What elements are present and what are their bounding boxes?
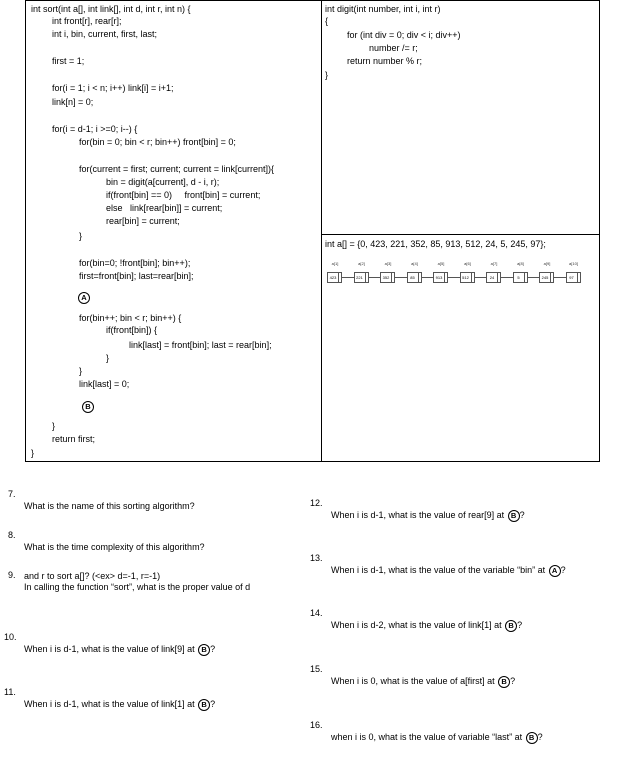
question-number: 9. [8, 570, 16, 580]
question-13 [310, 540, 566, 576]
code-line: } [31, 448, 35, 458]
code-line: } [79, 231, 83, 241]
question-text: When i is d-2, what is the value of link[1] at [331, 620, 502, 630]
array-value-cell: 221 [354, 272, 366, 283]
code-line: first = 1; [52, 56, 85, 66]
code-line: for(bin=0; !front[bin]; bin++); [79, 258, 191, 268]
question-text: and r to sort a[]? (<ex> d=-1, r=-1) [24, 571, 161, 581]
marker-a: A [549, 565, 561, 577]
code-line: int sort(int a[], int link[], int d, int r, int n) { [31, 4, 191, 14]
array-index-label: a[10] [569, 261, 578, 266]
code-line: bin = digit(a[current], d - i, r); [106, 177, 220, 187]
code-line: link[n] = 0; [52, 97, 94, 107]
array-index-label: a[4] [411, 261, 418, 266]
code-line: number /= r; [369, 43, 418, 53]
array-value-cell: 24 [486, 272, 498, 283]
question-tail: ? [519, 510, 525, 520]
marker-b: B [82, 401, 94, 413]
array-index-label: a[9] [543, 261, 551, 266]
question-text: When i is d-1, what is the value of link[1] at [24, 699, 195, 709]
code-line: { [325, 16, 329, 26]
array-index-label: a[7] [490, 261, 498, 266]
marker-b: B [508, 510, 520, 522]
code-line: return first; [52, 434, 96, 444]
question-number: 8. [8, 530, 16, 540]
code-line: link[last] = 0; [79, 379, 130, 389]
array-value-cell: 85 [407, 272, 419, 283]
question-number: 15. [310, 664, 323, 674]
link-arrow [475, 277, 487, 278]
question-14 [310, 595, 523, 631]
link-arrow [501, 277, 513, 278]
code-line: for(i = d-1; i >=0; i--) { [52, 124, 138, 134]
code-line: if(front[bin]) { [106, 325, 158, 335]
marker-b: B [198, 644, 210, 656]
array-index-label: a[3] [384, 261, 392, 266]
marker-b: B [498, 676, 510, 688]
question-10 [4, 619, 216, 655]
link-cell [577, 272, 581, 283]
code-line: for(current = first; current; current = link[current]){ [79, 164, 275, 174]
marker-b: B [198, 699, 210, 711]
link-arrow [422, 277, 434, 278]
question-body [331, 564, 566, 577]
code-line: } [106, 353, 110, 363]
question-number: 16. [310, 720, 323, 730]
question-body [24, 698, 215, 711]
question-8 [8, 517, 205, 553]
question-text: When i is d-1, what is the value of link[9] at [24, 644, 195, 654]
question-tail: ? [537, 732, 543, 742]
question-number: 12. [310, 498, 323, 508]
code-line: for (int div = 0; div < i; div++) [347, 30, 461, 40]
code-line: rear[bin] = current; [106, 216, 180, 226]
question-text: When i is d-1, what is the value of rear[9] at [331, 510, 505, 520]
question-tail: ? [210, 644, 216, 654]
link-arrow [395, 277, 407, 278]
array-value-cell: 913 [433, 272, 445, 283]
question-text: When i is d-1, what is the value of the variable “bin” at [331, 565, 546, 575]
link-arrow [448, 277, 460, 278]
link-arrow [554, 277, 566, 278]
marker-a: A [78, 292, 90, 304]
array-index-label: a[5] [437, 261, 445, 266]
question-number: 11. [4, 687, 16, 697]
question-tail: ? [560, 565, 566, 575]
array-index-label: a[1] [331, 261, 339, 266]
question-9 [8, 557, 251, 605]
code-line: } [52, 421, 56, 431]
question-7 [8, 476, 195, 512]
array-index-label: a[2] [358, 261, 365, 266]
array-index-label: a[6] [464, 261, 471, 266]
question-tail: ? [510, 676, 516, 686]
question-body [331, 731, 543, 744]
question-tail: ? [210, 699, 216, 709]
question-body [331, 619, 522, 632]
question-body [331, 675, 515, 688]
marker-b: B [505, 620, 517, 632]
question-11 [4, 674, 216, 710]
code-line: for(i = 1; i < n; i++) link[i] = i+1; [52, 83, 174, 93]
link-arrow [369, 277, 381, 278]
question-text: When i is 0, what is the value of a[first] at [331, 676, 495, 686]
question-number: 10. [4, 632, 17, 642]
sort-code-box [25, 0, 322, 462]
question-text: What is the time complexity of this algorithm? [24, 542, 205, 552]
link-arrow [528, 277, 540, 278]
code-line: int i, bin, current, first, last; [52, 29, 158, 39]
code-line: for(bin++; bin < r; bin++) { [79, 313, 182, 323]
question-15 [310, 651, 516, 687]
code-line: first=front[bin]; last=rear[bin]; [79, 271, 194, 281]
question-12 [310, 485, 525, 521]
code-line: } [325, 70, 329, 80]
question-number: 14. [310, 608, 323, 618]
array-declaration: int a[] = {0, 423, 221, 352, 85, 913, 512, 24, 5, 245, 97}; [325, 239, 546, 249]
question-number: 7. [8, 489, 16, 499]
question-number: 13. [310, 553, 323, 563]
question-tail: ? [517, 620, 523, 630]
code-line: return number % r; [347, 56, 423, 66]
question-body [331, 509, 525, 522]
code-line: for(bin = 0; bin < r; bin++) front[bin] = 0; [79, 137, 236, 147]
question-body [24, 643, 215, 656]
code-line: int front[r], rear[r]; [52, 16, 122, 26]
question-text: when i is 0, what is the value of variable “last” at [331, 732, 523, 742]
array-value-cell: 245 [539, 272, 551, 283]
array-box [321, 234, 600, 462]
code-line: } [79, 366, 83, 376]
question-16 [310, 707, 543, 743]
array-value-cell: 5 [513, 272, 525, 283]
array-value-cell: 423 [327, 272, 339, 283]
array-index-label: a[8] [517, 261, 524, 266]
question-text: In calling the function “sort”, what is the proper value of d [24, 582, 251, 592]
array-value-cell: 97 [566, 272, 578, 283]
question-text: What is the name of this sorting algorithm? [24, 501, 195, 511]
link-arrow [342, 277, 354, 278]
array-value-cell: 512 [460, 272, 472, 283]
code-line: if(front[bin] == 0) front[bin] = current; [106, 190, 261, 200]
array-value-cell: 352 [380, 272, 392, 283]
marker-b: B [526, 732, 538, 744]
code-line: link[last] = front[bin]; last = rear[bin]; [129, 340, 272, 350]
code-line: int digit(int number, int i, int r) [325, 4, 441, 14]
code-line: else link[rear[bin]] = current; [106, 203, 223, 213]
